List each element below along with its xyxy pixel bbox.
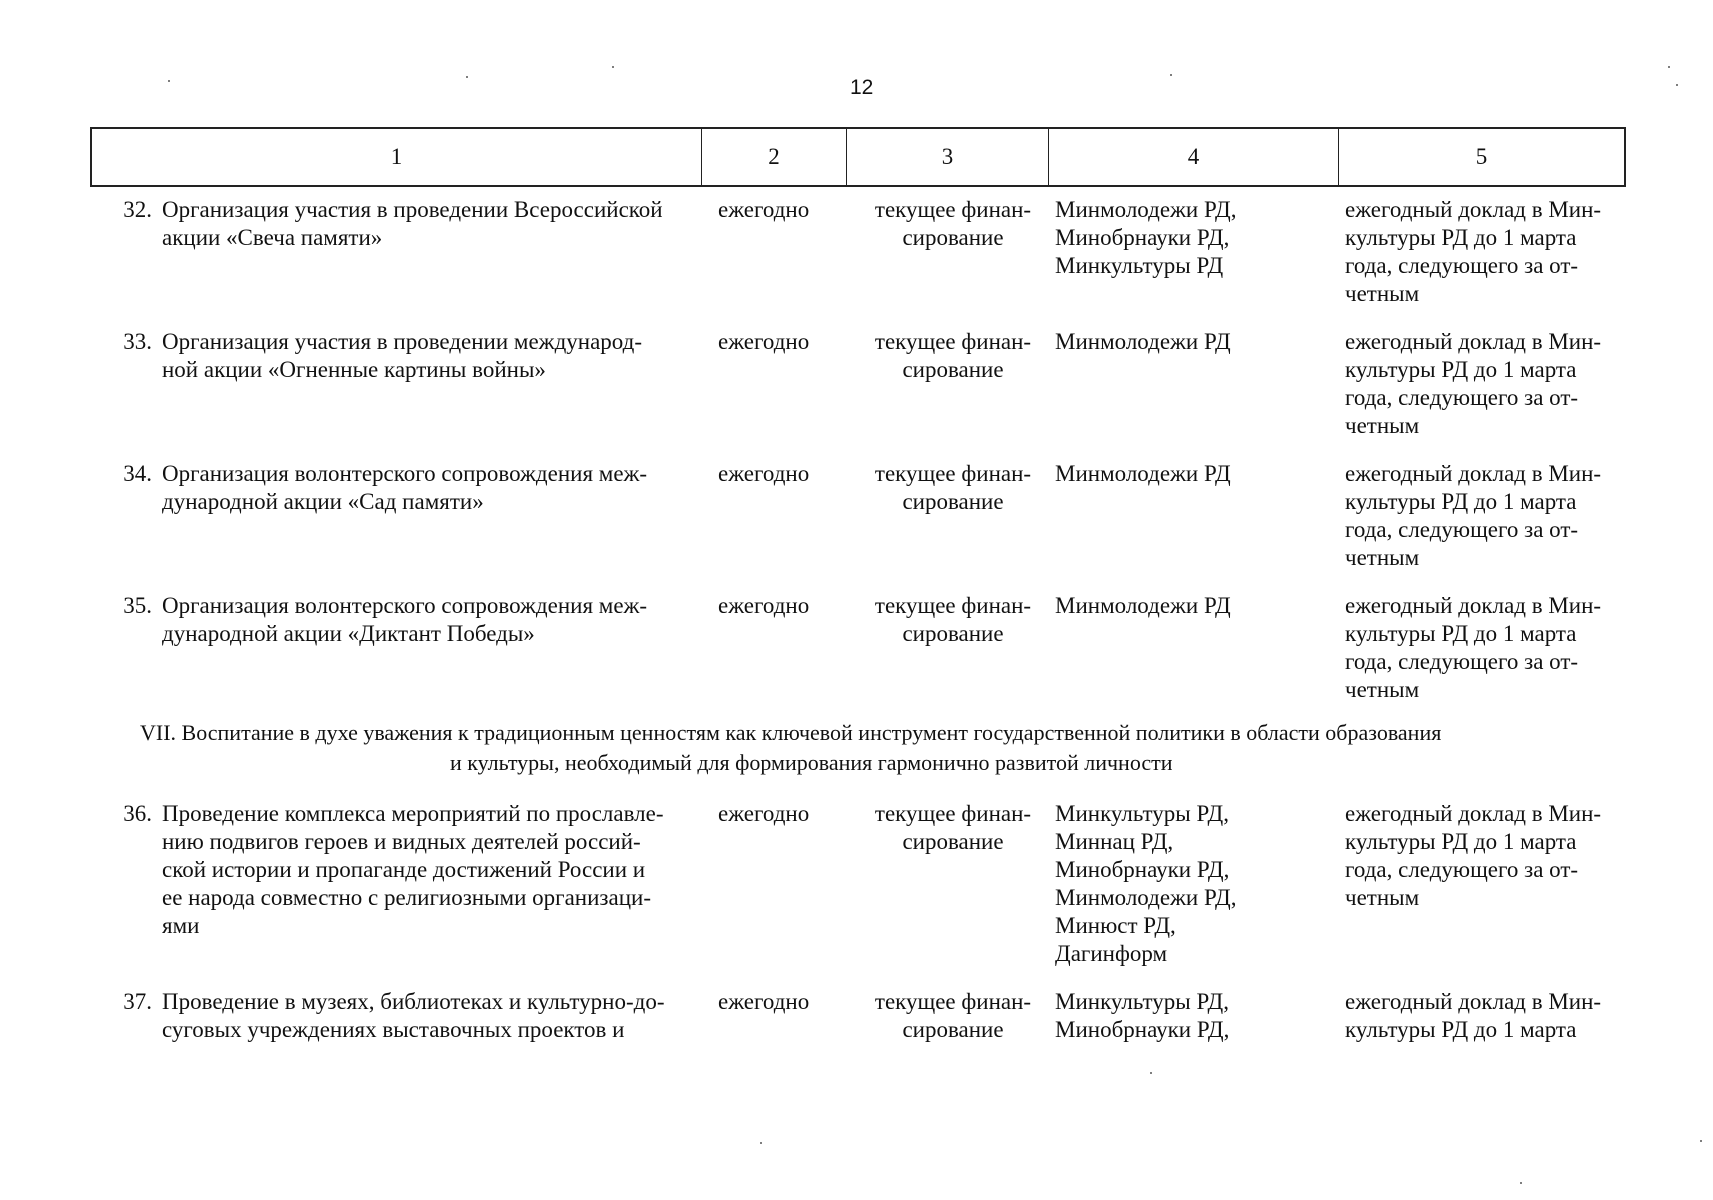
executors	[1055, 328, 1325, 356]
activity-text	[162, 328, 702, 384]
activity-line: ной акции «Огненные картины войны»	[162, 357, 546, 382]
executor: Минмолодежи РД	[1055, 329, 1231, 354]
executor: Минкультуры РД	[1055, 253, 1224, 278]
scan-speck	[1150, 1072, 1152, 1074]
report-line: четным	[1345, 413, 1420, 438]
column-header-4: 4	[1049, 129, 1339, 185]
column-header-table	[90, 127, 1626, 187]
activity-line: Проведение в музеях, библиотеках и культурно-до-	[162, 989, 665, 1014]
funding	[858, 196, 1048, 252]
activity-line: Проведение комплекса мероприятий по прославле-	[162, 801, 664, 826]
funding-line: сирование	[902, 829, 1004, 854]
period: ежегодно	[718, 329, 810, 354]
activity-line: Организация волонтерского сопровождения меж-	[162, 593, 648, 618]
funding-line: сирование	[902, 357, 1004, 382]
report-line: ежегодный доклад в Мин-	[1345, 801, 1602, 826]
section-heading	[140, 718, 1610, 778]
page-number: 12	[850, 76, 874, 99]
activity-text	[162, 800, 702, 940]
executor: Минобрнауки РД,	[1055, 225, 1230, 250]
row-number: 32.	[123, 197, 152, 222]
activity-line: Организация участия в проведении международ-	[162, 329, 642, 354]
activity-text	[162, 196, 702, 252]
activity-text	[162, 460, 702, 516]
activity-line: суговых учреждениях выставочных проектов и	[162, 1017, 625, 1042]
period: ежегодно	[718, 593, 810, 618]
scan-speck	[1170, 74, 1172, 76]
scan-speck	[168, 80, 170, 82]
section-heading-line: и культуры, необходимый для формирования гармонично развитой личности	[450, 750, 1173, 775]
executor: Минмолодежи РД,	[1055, 885, 1237, 910]
executors	[1055, 800, 1325, 968]
scan-speck	[1700, 1140, 1702, 1142]
report-line: года, следующего за от-	[1345, 857, 1579, 882]
activity-line: ями	[162, 913, 200, 938]
report-line: культуры РД до 1 марта	[1345, 357, 1577, 382]
report-line: четным	[1345, 677, 1420, 702]
executors	[1055, 592, 1325, 620]
column-header-3: 3	[847, 129, 1049, 185]
activity-line: ской истории и пропаганде достижений России и	[162, 857, 646, 882]
executor: Минмолодежи РД	[1055, 593, 1231, 618]
report-line: года, следующего за от-	[1345, 517, 1579, 542]
executor: Минмолодежи РД	[1055, 461, 1231, 486]
scan-speck	[612, 66, 614, 68]
funding-line: текущее финан-	[874, 197, 1032, 222]
report-line: четным	[1345, 885, 1420, 910]
executor: Минобрнауки РД,	[1055, 1017, 1230, 1042]
activity-line: дународной акции «Диктант Победы»	[162, 621, 535, 646]
activity-line: ее народа совместно с религиозными организаци-	[162, 885, 651, 910]
report-line: года, следующего за от-	[1345, 253, 1579, 278]
column-header-1: 1	[92, 129, 702, 185]
funding-line: сирование	[902, 1017, 1004, 1042]
report	[1345, 988, 1635, 1044]
activity-line: нию подвигов героев и видных деятелей россий-	[162, 829, 641, 854]
row-number: 33.	[123, 329, 152, 354]
activity-text	[162, 592, 702, 648]
activity-line: дународной акции «Сад памяти»	[162, 489, 484, 514]
executor: Миннац РД,	[1055, 829, 1174, 854]
period: ежегодно	[718, 461, 810, 486]
funding-line: сирование	[902, 621, 1004, 646]
row-number: 36.	[123, 801, 152, 826]
period: ежегодно	[718, 801, 810, 826]
funding	[858, 800, 1048, 856]
report-line: ежегодный доклад в Мин-	[1345, 197, 1602, 222]
report	[1345, 592, 1635, 704]
funding	[858, 592, 1048, 648]
report	[1345, 196, 1635, 308]
report-line: культуры РД до 1 марта	[1345, 489, 1577, 514]
funding	[858, 988, 1048, 1044]
executor: Минкультуры РД,	[1055, 801, 1229, 826]
executor: Минкультуры РД,	[1055, 989, 1229, 1014]
report-line: ежегодный доклад в Мин-	[1345, 989, 1602, 1014]
scan-speck	[1520, 1182, 1522, 1184]
report	[1345, 328, 1635, 440]
funding-line: текущее финан-	[874, 329, 1032, 354]
scan-speck	[1676, 84, 1678, 86]
funding-line: сирование	[902, 225, 1004, 250]
report-line: года, следующего за от-	[1345, 649, 1579, 674]
report-line: культуры РД до 1 марта	[1345, 829, 1577, 854]
executor: Минобрнауки РД,	[1055, 857, 1230, 882]
row-number: 35.	[123, 593, 152, 618]
executor: Дагинформ	[1055, 941, 1168, 966]
report	[1345, 460, 1635, 572]
report-line: четным	[1345, 545, 1420, 570]
funding-line: текущее финан-	[874, 461, 1032, 486]
activity-line: Организация волонтерского сопровождения меж-	[162, 461, 648, 486]
report-line: четным	[1345, 281, 1420, 306]
executor: Минмолодежи РД,	[1055, 197, 1237, 222]
column-header-5: 5	[1475, 144, 1488, 169]
scan-speck	[1668, 66, 1670, 68]
activity-line: акции «Свеча памяти»	[162, 225, 383, 250]
report-line: ежегодный доклад в Мин-	[1345, 461, 1602, 486]
report-line: ежегодный доклад в Мин-	[1345, 593, 1602, 618]
activity-text	[162, 988, 702, 1044]
executors	[1055, 460, 1325, 488]
funding	[858, 328, 1048, 384]
report	[1345, 800, 1635, 912]
column-header-2: 2	[702, 129, 847, 185]
report-line: культуры РД до 1 марта	[1345, 1017, 1577, 1042]
funding-line: сирование	[902, 489, 1004, 514]
period: ежегодно	[718, 197, 810, 222]
executors	[1055, 196, 1325, 280]
activity-line: Организация участия в проведении Всероссийской	[162, 197, 663, 222]
scan-speck	[466, 76, 468, 78]
funding-line: текущее финан-	[874, 989, 1032, 1014]
report-line: культуры РД до 1 марта	[1345, 225, 1577, 250]
period: ежегодно	[718, 989, 810, 1014]
funding	[858, 460, 1048, 516]
scan-speck	[760, 1142, 762, 1144]
funding-line: текущее финан-	[874, 593, 1032, 618]
executor: Минюст РД,	[1055, 913, 1176, 938]
report-line: года, следующего за от-	[1345, 385, 1579, 410]
funding-line: текущее финан-	[874, 801, 1032, 826]
executors	[1055, 988, 1325, 1044]
report-line: ежегодный доклад в Мин-	[1345, 329, 1602, 354]
row-number: 34.	[123, 461, 152, 486]
report-line: культуры РД до 1 марта	[1345, 621, 1577, 646]
row-number: 37.	[123, 989, 152, 1014]
section-heading-line: VII. Воспитание в духе уважения к традиционным ценностям как ключевой инструмент государственной политики в области образования	[140, 720, 1442, 745]
